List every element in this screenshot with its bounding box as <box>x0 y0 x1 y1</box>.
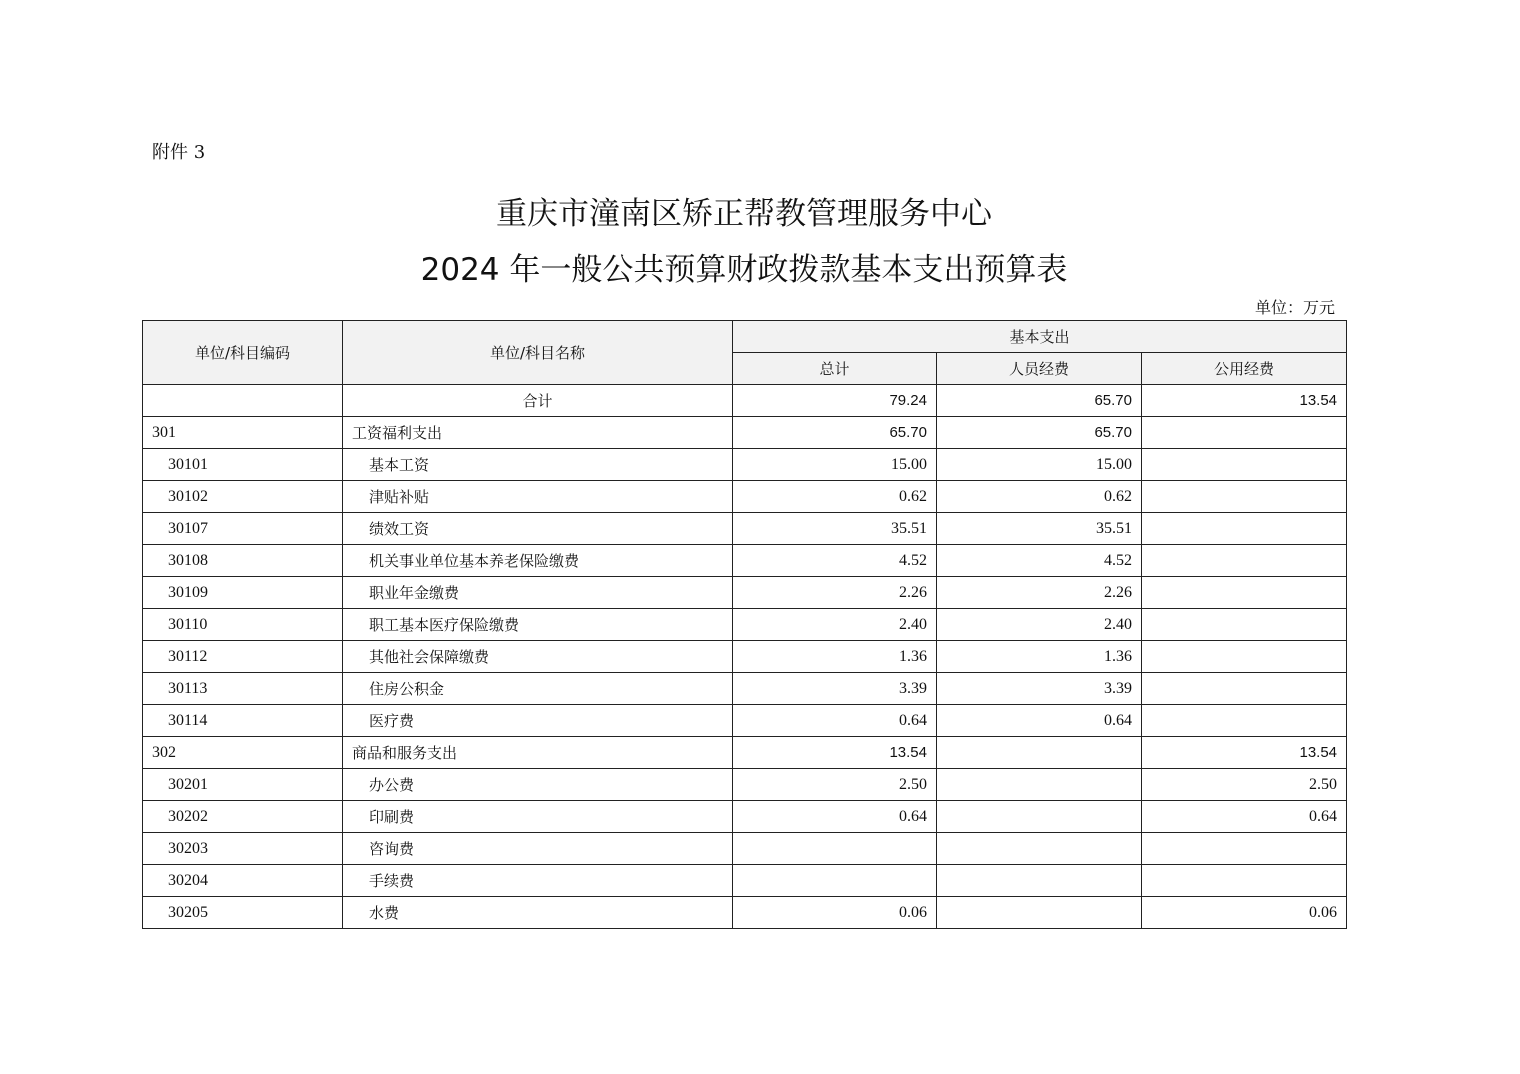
row-public <box>1142 673 1347 705</box>
row-total <box>733 865 937 897</box>
total-row-total: 79.24 <box>733 385 937 417</box>
row-total: 2.40 <box>733 609 937 641</box>
row-total: 1.36 <box>733 641 937 673</box>
total-row-code <box>143 385 343 417</box>
row-name: 基本工资 <box>343 449 733 481</box>
row-code: 302 <box>143 737 343 769</box>
row-code: 30113 <box>143 673 343 705</box>
header-basic-expenditure: 基本支出 <box>733 321 1347 353</box>
row-personnel <box>937 865 1142 897</box>
header-name: 单位/科目名称 <box>343 321 733 385</box>
row-personnel: 2.40 <box>937 609 1142 641</box>
row-code: 30205 <box>143 897 343 929</box>
row-code: 301 <box>143 417 343 449</box>
row-total: 0.64 <box>733 801 937 833</box>
row-total: 3.39 <box>733 673 937 705</box>
row-name: 其他社会保障缴费 <box>343 641 733 673</box>
row-personnel: 1.36 <box>937 641 1142 673</box>
row-code: 30109 <box>143 577 343 609</box>
row-name: 咨询费 <box>343 833 733 865</box>
row-public: 13.54 <box>1142 737 1347 769</box>
table-row <box>143 609 1347 641</box>
row-name: 水费 <box>343 897 733 929</box>
row-public: 0.06 <box>1142 897 1347 929</box>
row-public: 2.50 <box>1142 769 1347 801</box>
unit-label: 单位：万元 <box>1254 298 1335 317</box>
row-personnel: 0.64 <box>937 705 1142 737</box>
row-public <box>1142 577 1347 609</box>
row-total: 2.50 <box>733 769 937 801</box>
row-total: 4.52 <box>733 545 937 577</box>
row-name: 绩效工资 <box>343 513 733 545</box>
row-name: 职业年金缴费 <box>343 577 733 609</box>
row-name: 手续费 <box>343 865 733 897</box>
row-public <box>1142 513 1347 545</box>
row-personnel <box>937 897 1142 929</box>
row-code: 30114 <box>143 705 343 737</box>
row-personnel <box>937 801 1142 833</box>
table-row <box>143 705 1347 737</box>
row-total: 15.00 <box>733 449 937 481</box>
row-public <box>1142 865 1347 897</box>
row-public: 0.64 <box>1142 801 1347 833</box>
table-row <box>143 673 1347 705</box>
row-code: 30102 <box>143 481 343 513</box>
row-personnel: 35.51 <box>937 513 1142 545</box>
row-code: 30108 <box>143 545 343 577</box>
table-row <box>143 577 1347 609</box>
row-name: 津贴补贴 <box>343 481 733 513</box>
row-code: 30202 <box>143 801 343 833</box>
row-public <box>1142 641 1347 673</box>
table-row <box>143 513 1347 545</box>
row-code: 30203 <box>143 833 343 865</box>
page-title: 重庆市潼南区矫正帮教管理服务中心 <box>496 196 992 232</box>
row-total <box>733 833 937 865</box>
table-row <box>143 641 1347 673</box>
row-name: 医疗费 <box>343 705 733 737</box>
row-public <box>1142 609 1347 641</box>
row-public <box>1142 705 1347 737</box>
table-row <box>143 481 1347 513</box>
row-code: 30110 <box>143 609 343 641</box>
total-row-name: 合计 <box>343 385 733 417</box>
row-total: 0.64 <box>733 705 937 737</box>
table-row <box>143 897 1347 929</box>
attachment-label: 附件 3 <box>152 142 206 163</box>
table-row <box>143 769 1347 801</box>
row-code: 30204 <box>143 865 343 897</box>
table-row <box>143 545 1347 577</box>
table-row <box>143 833 1347 865</box>
table-row <box>143 417 1347 449</box>
row-public <box>1142 449 1347 481</box>
header-public: 公用经费 <box>1142 353 1347 385</box>
table-row <box>143 449 1347 481</box>
row-code: 30112 <box>143 641 343 673</box>
row-personnel: 3.39 <box>937 673 1142 705</box>
row-personnel <box>937 769 1142 801</box>
row-total: 35.51 <box>733 513 937 545</box>
row-personnel: 15.00 <box>937 449 1142 481</box>
table-row <box>143 737 1347 769</box>
row-total: 0.62 <box>733 481 937 513</box>
row-total: 2.26 <box>733 577 937 609</box>
row-personnel: 2.26 <box>937 577 1142 609</box>
row-total: 0.06 <box>733 897 937 929</box>
header-personnel: 人员经费 <box>937 353 1142 385</box>
budget-table <box>142 320 1347 929</box>
row-personnel: 65.70 <box>937 417 1142 449</box>
header-code: 单位/科目编码 <box>143 321 343 385</box>
header-total: 总计 <box>733 353 937 385</box>
row-personnel <box>937 737 1142 769</box>
row-code: 30201 <box>143 769 343 801</box>
row-name: 工资福利支出 <box>343 417 733 449</box>
row-name: 住房公积金 <box>343 673 733 705</box>
row-name: 商品和服务支出 <box>343 737 733 769</box>
row-name: 机关事业单位基本养老保险缴费 <box>343 545 733 577</box>
table-row <box>143 801 1347 833</box>
row-name: 职工基本医疗保险缴费 <box>343 609 733 641</box>
row-name: 印刷费 <box>343 801 733 833</box>
row-public <box>1142 545 1347 577</box>
row-public <box>1142 481 1347 513</box>
row-code: 30101 <box>143 449 343 481</box>
total-row-personnel: 65.70 <box>937 385 1142 417</box>
total-row-public: 13.54 <box>1142 385 1347 417</box>
row-personnel: 4.52 <box>937 545 1142 577</box>
table-row <box>143 865 1347 897</box>
page-subtitle: 2024 年一般公共预算财政拨款基本支出预算表 <box>420 252 1068 288</box>
row-code: 30107 <box>143 513 343 545</box>
total-row <box>143 385 1347 417</box>
row-personnel <box>937 833 1142 865</box>
row-total: 65.70 <box>733 417 937 449</box>
row-personnel: 0.62 <box>937 481 1142 513</box>
row-public <box>1142 417 1347 449</box>
row-name: 办公费 <box>343 769 733 801</box>
row-total: 13.54 <box>733 737 937 769</box>
row-public <box>1142 833 1347 865</box>
